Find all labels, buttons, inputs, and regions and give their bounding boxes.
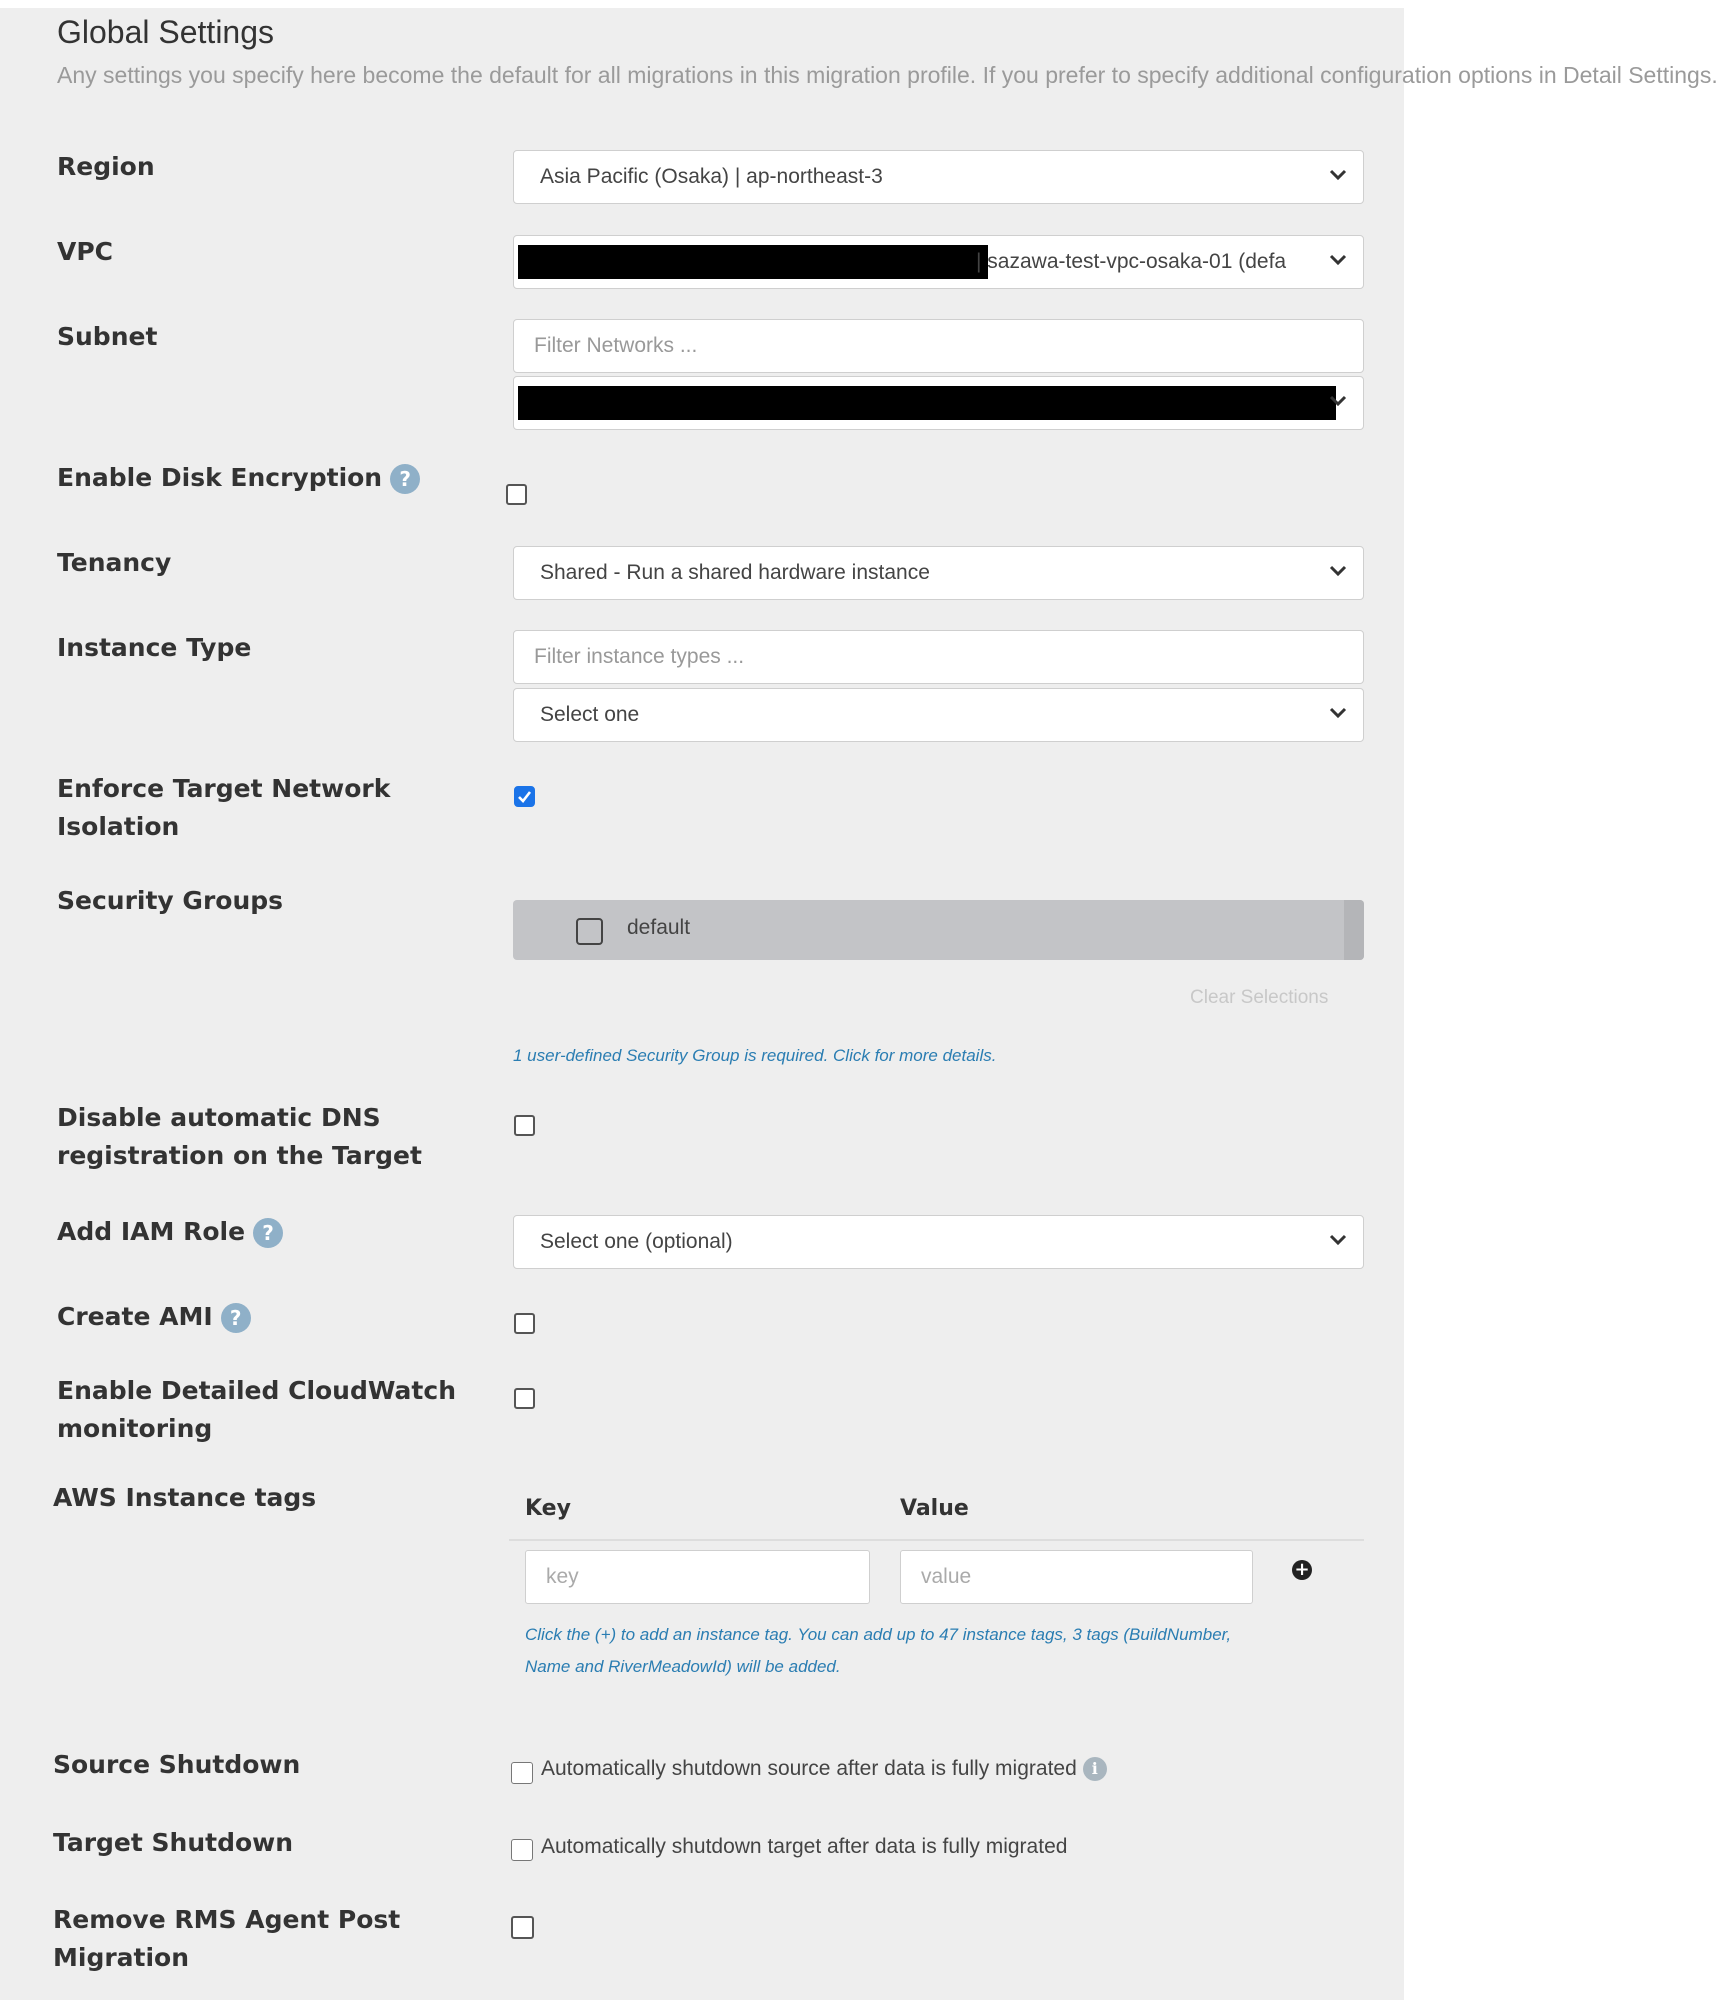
dns-label-line1: Disable automatic DNS bbox=[57, 1103, 381, 1132]
security-group-default-checkbox[interactable] bbox=[576, 918, 603, 945]
vpc-select-value: | sazawa-test-vpc-osaka-01 (defa bbox=[976, 250, 1287, 273]
target-shutdown-option: Automatically shutdown target after data is fully migrated bbox=[541, 1835, 1068, 1858]
help-icon[interactable]: ? bbox=[221, 1303, 251, 1333]
info-icon[interactable]: i bbox=[1083, 1757, 1107, 1781]
rms-agent-label-line2: Migration bbox=[53, 1943, 190, 1972]
cloudwatch-checkbox[interactable] bbox=[514, 1388, 535, 1409]
source-shutdown-option-text: Automatically shutdown source after data is fully migrated bbox=[541, 1757, 1077, 1780]
rms-agent-label bbox=[53, 1901, 400, 1977]
dns-label bbox=[57, 1099, 422, 1175]
create-ami-checkbox[interactable] bbox=[514, 1313, 535, 1334]
tag-value-input[interactable]: value bbox=[900, 1550, 1253, 1604]
cloudwatch-label-line2: monitoring bbox=[57, 1414, 213, 1443]
rms-agent-checkbox[interactable] bbox=[511, 1916, 534, 1939]
cloudwatch-label bbox=[57, 1372, 456, 1448]
network-isolation-label-line1: Enforce Target Network bbox=[57, 774, 391, 803]
tag-key-input[interactable]: key bbox=[525, 1550, 870, 1604]
source-shutdown-label: Source Shutdown bbox=[53, 1750, 301, 1779]
rms-agent-label-line1: Remove RMS Agent Post bbox=[53, 1905, 401, 1934]
subnet-select[interactable] bbox=[513, 376, 1364, 430]
region-select[interactable] bbox=[513, 150, 1364, 204]
region-label: Region bbox=[57, 152, 155, 181]
help-icon[interactable]: ? bbox=[390, 464, 420, 494]
dns-label-line2: registration on the Target bbox=[57, 1141, 422, 1170]
vpc-label: VPC bbox=[57, 237, 114, 266]
subnet-filter-input[interactable]: Filter Networks ... bbox=[513, 319, 1364, 373]
instance-type-filter-input[interactable]: Filter instance types ... bbox=[513, 630, 1364, 684]
target-shutdown-label: Target Shutdown bbox=[53, 1828, 294, 1857]
tenancy-label: Tenancy bbox=[57, 548, 172, 577]
tag-key-header: Key bbox=[525, 1496, 571, 1521]
source-shutdown-checkbox[interactable] bbox=[511, 1762, 533, 1784]
network-isolation-checkbox[interactable] bbox=[514, 786, 535, 807]
network-isolation-label bbox=[57, 770, 390, 846]
tag-note-line1: Click the (+) to add an instance tag. You can add up to 47 instance tags, 3 tags (BuildNumber, bbox=[525, 1625, 1232, 1644]
chevron-down-icon bbox=[1329, 547, 1349, 599]
iam-role-select[interactable] bbox=[513, 1215, 1364, 1269]
create-ami-label-text: Create AMI bbox=[57, 1302, 213, 1331]
instance-tags-label: AWS Instance tags bbox=[53, 1483, 317, 1512]
create-ami-label bbox=[57, 1298, 251, 1336]
tag-value-header: Value bbox=[900, 1496, 969, 1521]
chevron-down-icon bbox=[1329, 151, 1349, 203]
clear-selections-button[interactable]: Clear Selections bbox=[1190, 987, 1329, 1008]
security-group-note-link[interactable]: 1 user-defined Security Group is required. Click for more details. bbox=[513, 1046, 997, 1065]
disk-encryption-checkbox[interactable] bbox=[506, 484, 527, 505]
page-description: Any settings you specify here become the default for all migrations in this migration profile. If you prefer to specify additional configuration options in Detail Settings. bbox=[57, 62, 1718, 88]
cloudwatch-label-line1: Enable Detailed CloudWatch bbox=[57, 1376, 456, 1405]
chevron-down-icon bbox=[1329, 689, 1349, 741]
iam-role-label bbox=[57, 1213, 283, 1251]
security-groups-label: Security Groups bbox=[57, 886, 284, 915]
disk-encryption-label bbox=[57, 459, 420, 497]
tenancy-select-value: Shared - Run a shared hardware instance bbox=[540, 561, 930, 584]
source-shutdown-option bbox=[541, 1757, 1107, 1781]
dns-checkbox[interactable] bbox=[514, 1115, 535, 1136]
vpc-select[interactable] bbox=[513, 235, 1364, 289]
target-shutdown-checkbox[interactable] bbox=[511, 1839, 533, 1861]
tag-note-line2: Name and RiverMeadowId) will be added. bbox=[525, 1657, 841, 1676]
network-isolation-label-line2: Isolation bbox=[57, 812, 180, 841]
instance-type-select[interactable] bbox=[513, 688, 1364, 742]
add-tag-plus-icon[interactable]: + bbox=[1292, 1560, 1312, 1580]
subnet-label: Subnet bbox=[57, 322, 158, 351]
chevron-down-icon bbox=[1329, 1216, 1349, 1268]
disk-encryption-label-text: Enable Disk Encryption bbox=[57, 463, 383, 492]
redacted-block bbox=[518, 245, 988, 279]
tag-note bbox=[525, 1619, 1231, 1683]
region-select-value: Asia Pacific (Osaka) | ap-northeast-3 bbox=[540, 165, 883, 188]
instance-type-select-value: Select one bbox=[540, 703, 640, 726]
chevron-down-icon bbox=[1329, 236, 1349, 288]
security-group-default-label: default bbox=[627, 916, 691, 939]
tenancy-select[interactable] bbox=[513, 546, 1364, 600]
help-icon[interactable]: ? bbox=[253, 1218, 283, 1248]
redacted-block bbox=[518, 386, 1336, 420]
chevron-down-icon bbox=[1329, 377, 1349, 429]
iam-role-select-value: Select one (optional) bbox=[540, 1230, 733, 1253]
check-icon bbox=[516, 788, 533, 805]
page-title: Global Settings bbox=[57, 14, 275, 50]
scrollbar[interactable] bbox=[1344, 900, 1364, 960]
iam-role-label-text: Add IAM Role bbox=[57, 1217, 246, 1246]
instance-type-label: Instance Type bbox=[57, 633, 252, 662]
divider bbox=[509, 1539, 1364, 1541]
